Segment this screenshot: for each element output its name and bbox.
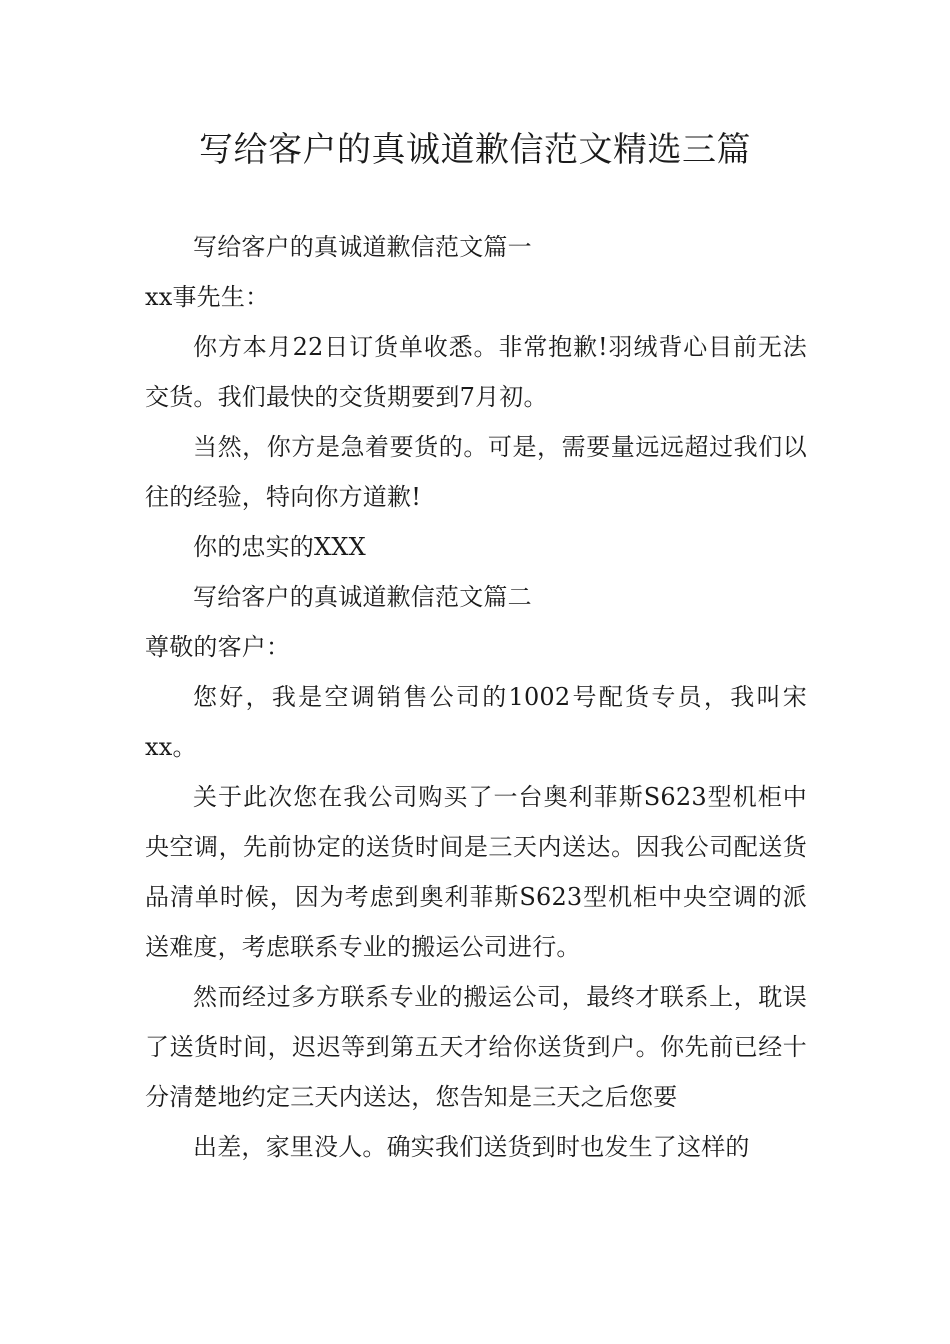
section-heading-2: 写给客户的真诚道歉信范文篇二 xyxy=(193,583,532,611)
paragraph: 你方本月22日订货单收悉。非常抱歉!羽绒背心目前无法交货。我们最快的交货期要到7月初。 xyxy=(145,333,807,411)
salutation-1: xx事先生： xyxy=(145,283,270,311)
signature-line: 你的忠实的XXX xyxy=(193,533,366,561)
section-heading-1: 写给客户的真诚道歉信范文篇一 xyxy=(193,233,532,261)
salutation-2: 尊敬的客户： xyxy=(145,633,291,661)
paragraph: 出差，家里没人。确实我们送货到时也发生了这样的 xyxy=(193,1133,750,1161)
paragraph: 关于此次您在我公司购买了一台奥利菲斯S623型机柜中央空调，先前协定的送货时间是三天内送达。因我公司配送货品清单时候，因为考虑到奥利菲斯S623型机柜中央空调的派送难度，考虑联系专业的搬运公司进行。 xyxy=(145,783,807,961)
document-title: 写给客户的真诚道歉信范文精选三篇 xyxy=(199,130,751,170)
document-body xyxy=(145,222,807,1172)
paragraph: 您好，我是空调销售公司的1002号配货专员，我叫宋xx。 xyxy=(145,683,807,761)
paragraph: 当然，你方是急着要货的。可是，需要量远远超过我们以往的经验，特向你方道歉! xyxy=(145,433,807,511)
paragraph: 然而经过多方联系专业的搬运公司，最终才联系上，耽误了送货时间，迟迟等到第五天才给你送货到户。你先前已经十分清楚地约定三天内送达，您告知是三天之后您要 xyxy=(145,983,807,1111)
